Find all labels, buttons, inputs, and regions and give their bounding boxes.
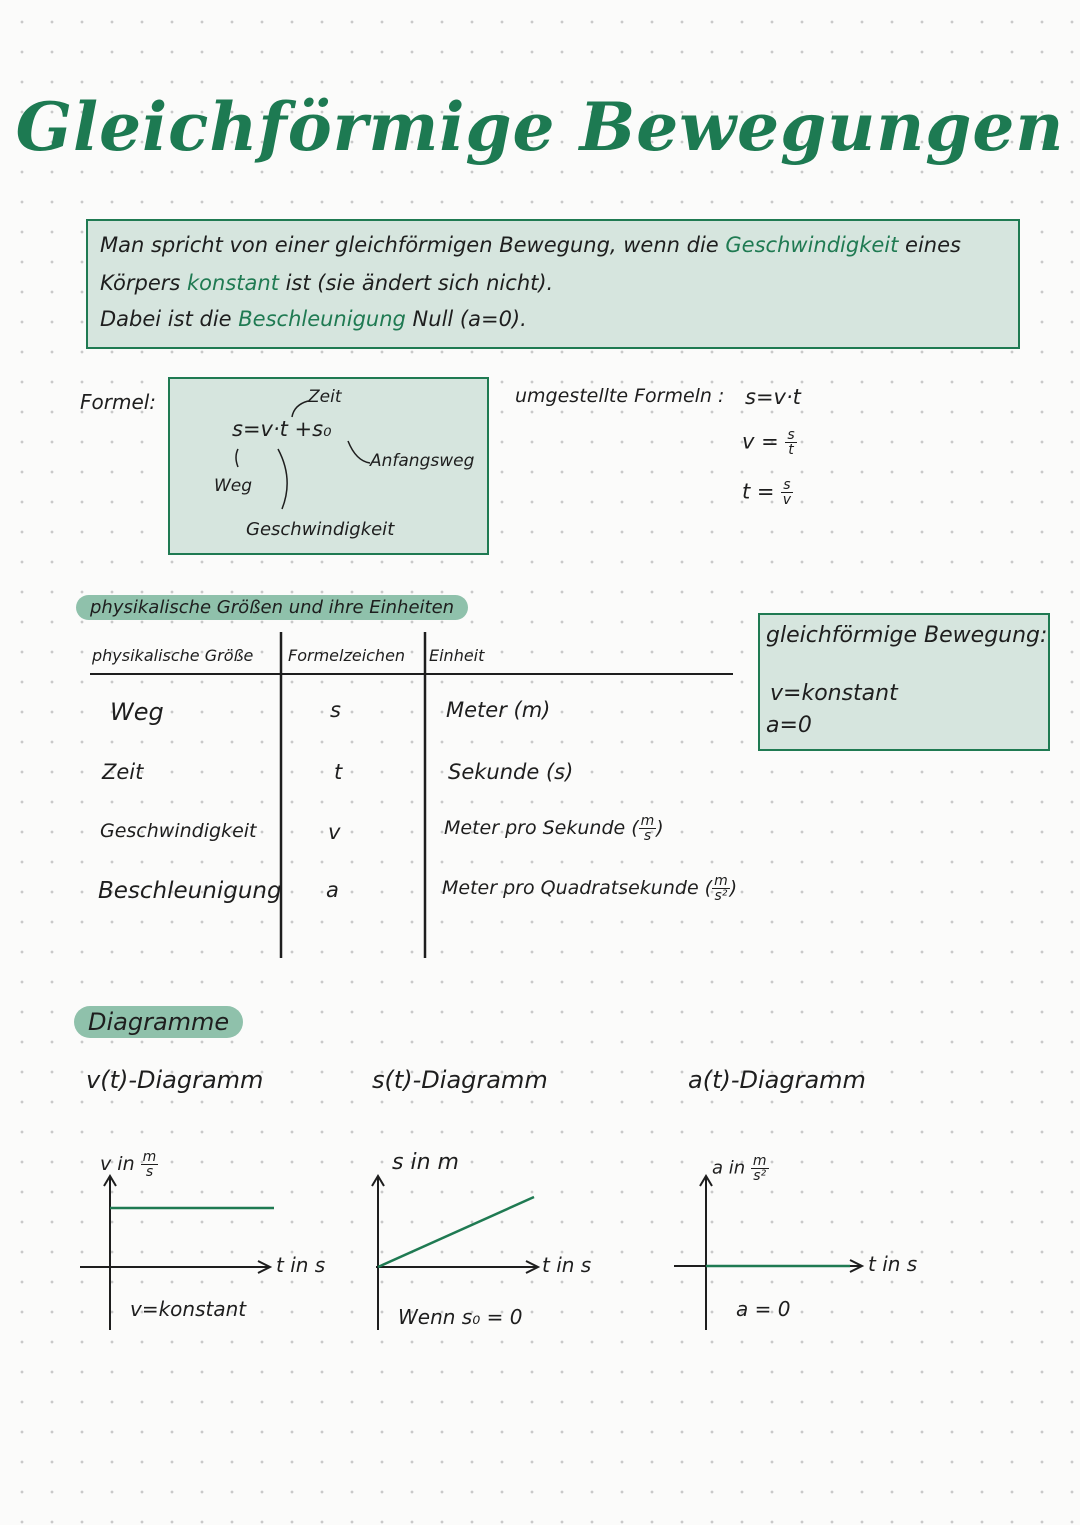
unit-text: Meter pro Sekunde (	[444, 817, 639, 839]
st-caption: Wenn s₀ = 0	[398, 1305, 523, 1329]
unit-text: )	[729, 877, 738, 899]
rearranged-formula-v	[742, 428, 797, 457]
diagram-title-st: s(t)-Diagramm	[372, 1066, 548, 1094]
table-cell-unit	[444, 814, 664, 843]
highlight-geschwindigkeit: Geschwindigkeit	[725, 233, 899, 257]
fraction-denominator: s	[643, 828, 652, 844]
summary-box	[758, 613, 1050, 751]
diagrams-heading: Diagramme	[74, 1006, 243, 1038]
vt-y-label	[100, 1150, 158, 1179]
fraction	[785, 428, 796, 457]
unit-fraction	[639, 814, 657, 843]
formula-lhs: v =	[742, 429, 779, 454]
table-cell-name: Zeit	[102, 760, 144, 784]
table-cell-symbol: t	[334, 760, 343, 784]
diagram-title-at: a(t)-Diagramm	[688, 1066, 866, 1094]
table-cell-unit	[442, 874, 737, 903]
definition-line-1	[100, 233, 961, 257]
fraction-numerator: m	[752, 1153, 767, 1169]
fraction-numerator: s	[783, 477, 791, 493]
rearranged-label: umgestellte Formeln :	[515, 385, 725, 407]
formula-anfangsweg-label: Anfangsweg	[370, 451, 475, 471]
table-cell-symbol: v	[328, 820, 341, 844]
axis-label-text: a in	[712, 1157, 746, 1179]
fraction-denominator: v	[782, 492, 791, 508]
definition-box	[86, 219, 1020, 349]
summary-line-a: a=0	[766, 713, 812, 738]
column-header-einheit: Einheit	[429, 646, 485, 665]
axis-unit-fraction	[141, 1150, 159, 1179]
unit-fraction	[712, 874, 730, 903]
unit-text: )	[656, 817, 664, 839]
fraction-numerator: s	[787, 427, 795, 443]
fraction	[781, 478, 792, 507]
at-x-label: t in s	[868, 1252, 918, 1276]
summary-line-v: v=konstant	[770, 681, 898, 706]
vt-caption: v=konstant	[130, 1297, 247, 1321]
fraction-numerator: m	[714, 873, 728, 889]
fraction-denominator: s²	[714, 888, 728, 904]
formula-lhs: t =	[742, 479, 775, 504]
formula-box	[168, 377, 489, 555]
table-cell-name: Geschwindigkeit	[100, 820, 257, 842]
formula-label: Formel:	[80, 390, 157, 414]
fraction-numerator: m	[640, 813, 655, 829]
at-y-label	[712, 1154, 769, 1183]
definition-text: eines	[898, 233, 961, 257]
definition-text: Null (a=0).	[405, 307, 527, 331]
formula-weg-label: Weg	[214, 476, 253, 496]
column-header-groesse: physikalische Größe	[92, 646, 254, 665]
highlight-konstant: konstant	[187, 271, 279, 295]
st-series-line	[378, 1197, 534, 1267]
axis-unit-fraction	[751, 1154, 769, 1183]
units-table	[88, 630, 738, 960]
table-cell-unit: Sekunde (s)	[448, 760, 574, 784]
table-cell-symbol: a	[326, 878, 339, 902]
page-title: Gleichförmige Bewegungen	[15, 88, 1065, 166]
table-cell-name: Weg	[110, 698, 164, 726]
st-y-label: s in m	[392, 1150, 459, 1175]
definition-line-3	[100, 307, 527, 331]
diagram-title-vt: v(t)-Diagramm	[86, 1066, 264, 1094]
formula-zeit-label: Zeit	[308, 387, 342, 407]
fraction-numerator: m	[142, 1149, 157, 1165]
definition-line-2	[100, 271, 553, 295]
table-cell-symbol: s	[330, 698, 341, 722]
definition-text: ist (sie ändert sich nicht).	[278, 271, 554, 295]
summary-title: gleichförmige Bewegung:	[766, 623, 1048, 648]
table-cell-name: Beschleunigung	[98, 878, 282, 904]
at-caption: a = 0	[736, 1297, 791, 1321]
fraction-denominator: s²	[753, 1168, 767, 1184]
st-x-label: t in s	[542, 1253, 592, 1277]
unit-text: Meter pro Quadratsekunde (	[442, 877, 713, 899]
rearranged-formula-t	[742, 478, 793, 507]
definition-text: Körpers	[100, 271, 188, 295]
table-lines	[88, 630, 738, 960]
formula-main: s=v·t +s₀	[232, 417, 332, 441]
column-header-formelzeichen: Formelzeichen	[288, 646, 406, 665]
fraction-denominator: t	[788, 442, 794, 458]
definition-text: Man spricht von einer gleichförmigen Bewegung, wenn die	[100, 233, 726, 257]
axis-label-text: v in	[100, 1153, 135, 1175]
rearranged-formula-s: s=v·t	[745, 385, 801, 409]
formula-geschwindigkeit-label: Geschwindigkeit	[246, 519, 395, 540]
vt-x-label: t in s	[276, 1253, 326, 1277]
fraction-denominator: s	[145, 1164, 154, 1180]
definition-text: Dabei ist die	[100, 307, 239, 331]
highlight-beschleunigung: Beschleunigung	[238, 307, 406, 331]
table-cell-unit: Meter (m)	[446, 698, 551, 722]
units-section-heading: physikalische Größen und ihre Einheiten	[76, 595, 468, 620]
